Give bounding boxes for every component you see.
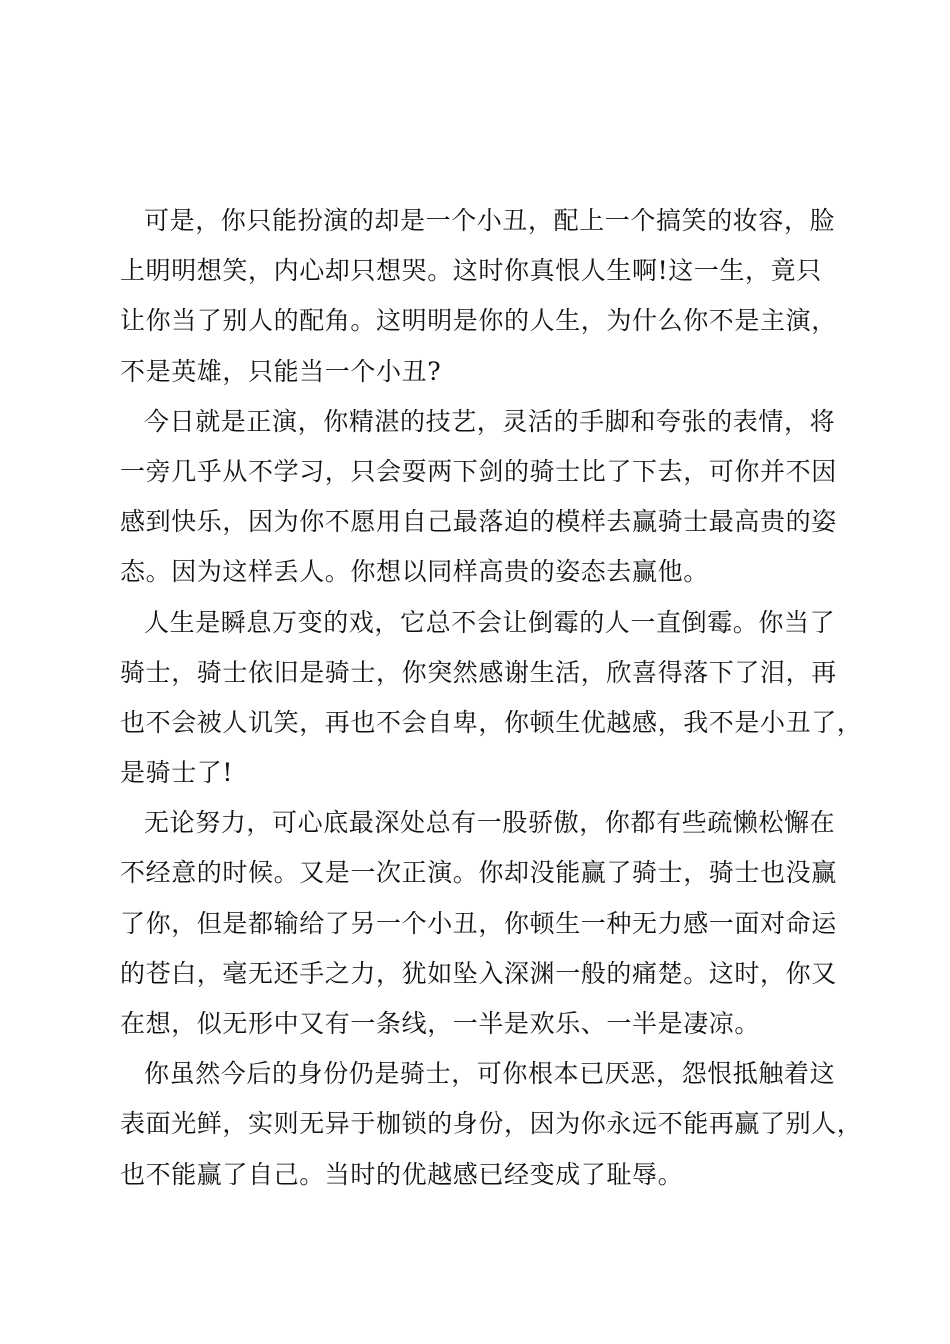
text-line: 在想，似无形中又有一条线，一半是欢乐、一半是凄凉。 — [120, 1009, 761, 1038]
text-line: 了你，但是都输给了另一个小丑，你顿生一种无力感一面对命运 — [120, 908, 837, 938]
text-line: 骑士，骑士依旧是骑士，你突然感谢生活，欣喜得落下了泪，再 — [120, 657, 837, 687]
text-line: 可是，你只能扮演的却是一个小丑，配上一个搞笑的妆容，脸 — [144, 206, 836, 235]
text-line: 不是英雄，只能当一个小丑? — [120, 356, 442, 386]
text-line: 你虽然今后的身份仍是骑士，可你根本已厌恶，怨恨抵触着这 — [144, 1059, 836, 1089]
text-line: 今日就是正演，你精湛的技艺，灵活的手脚和夸张的表情，将 — [144, 406, 836, 436]
text-line: 让你当了别人的配角。这明明是你的人生，为什么你不是主演， — [120, 306, 837, 336]
text-line: 也不会被人讥笑，再也不会自卑，你顿生优越感，我不是小丑了， — [120, 707, 863, 737]
text-line: 态。因为这样丢人。你想以同样高贵的姿态去赢他。 — [120, 557, 709, 587]
text-line: 一旁几乎从不学习，只会耍两下剑的骑士比了下去，可你并不因 — [120, 456, 837, 486]
text-line: 不经意的时候。又是一次正演。你却没能赢了骑士，骑士也没赢 — [120, 858, 837, 888]
text-line: 表面光鲜，实则无异于枷锁的身份，因为你永远不能再赢了别人， — [120, 1109, 863, 1139]
text-line: 人生是瞬息万变的戏，它总不会让倒霉的人一直倒霉。你当了 — [144, 607, 836, 637]
paragraph-2 — [120, 397, 840, 598]
text-line: 的苍白，毫无还手之力，犹如坠入深渊一般的痛楚。这时，你又 — [120, 958, 837, 988]
paragraph-1 — [120, 196, 840, 397]
paragraph-3 — [120, 598, 863, 799]
paragraph-4 — [120, 798, 840, 1049]
text-line: 是骑士了! — [120, 758, 234, 788]
paragraph-5 — [120, 1049, 863, 1200]
text-line: 无论努力，可心底最深处总有一股骄傲，你都有些疏懒松懈在 — [144, 808, 836, 838]
text-line: 上明明想笑，内心却只想哭。这时你真恨人生啊!这一生，竟只 — [120, 256, 822, 286]
text-line: 也不能赢了自己。当时的优越感已经变成了耻辱。 — [120, 1159, 684, 1189]
text-line: 感到快乐，因为你不愿用自己最落迫的模样去赢骑士最高贵的姿 — [120, 507, 837, 537]
document-body — [120, 196, 863, 1200]
